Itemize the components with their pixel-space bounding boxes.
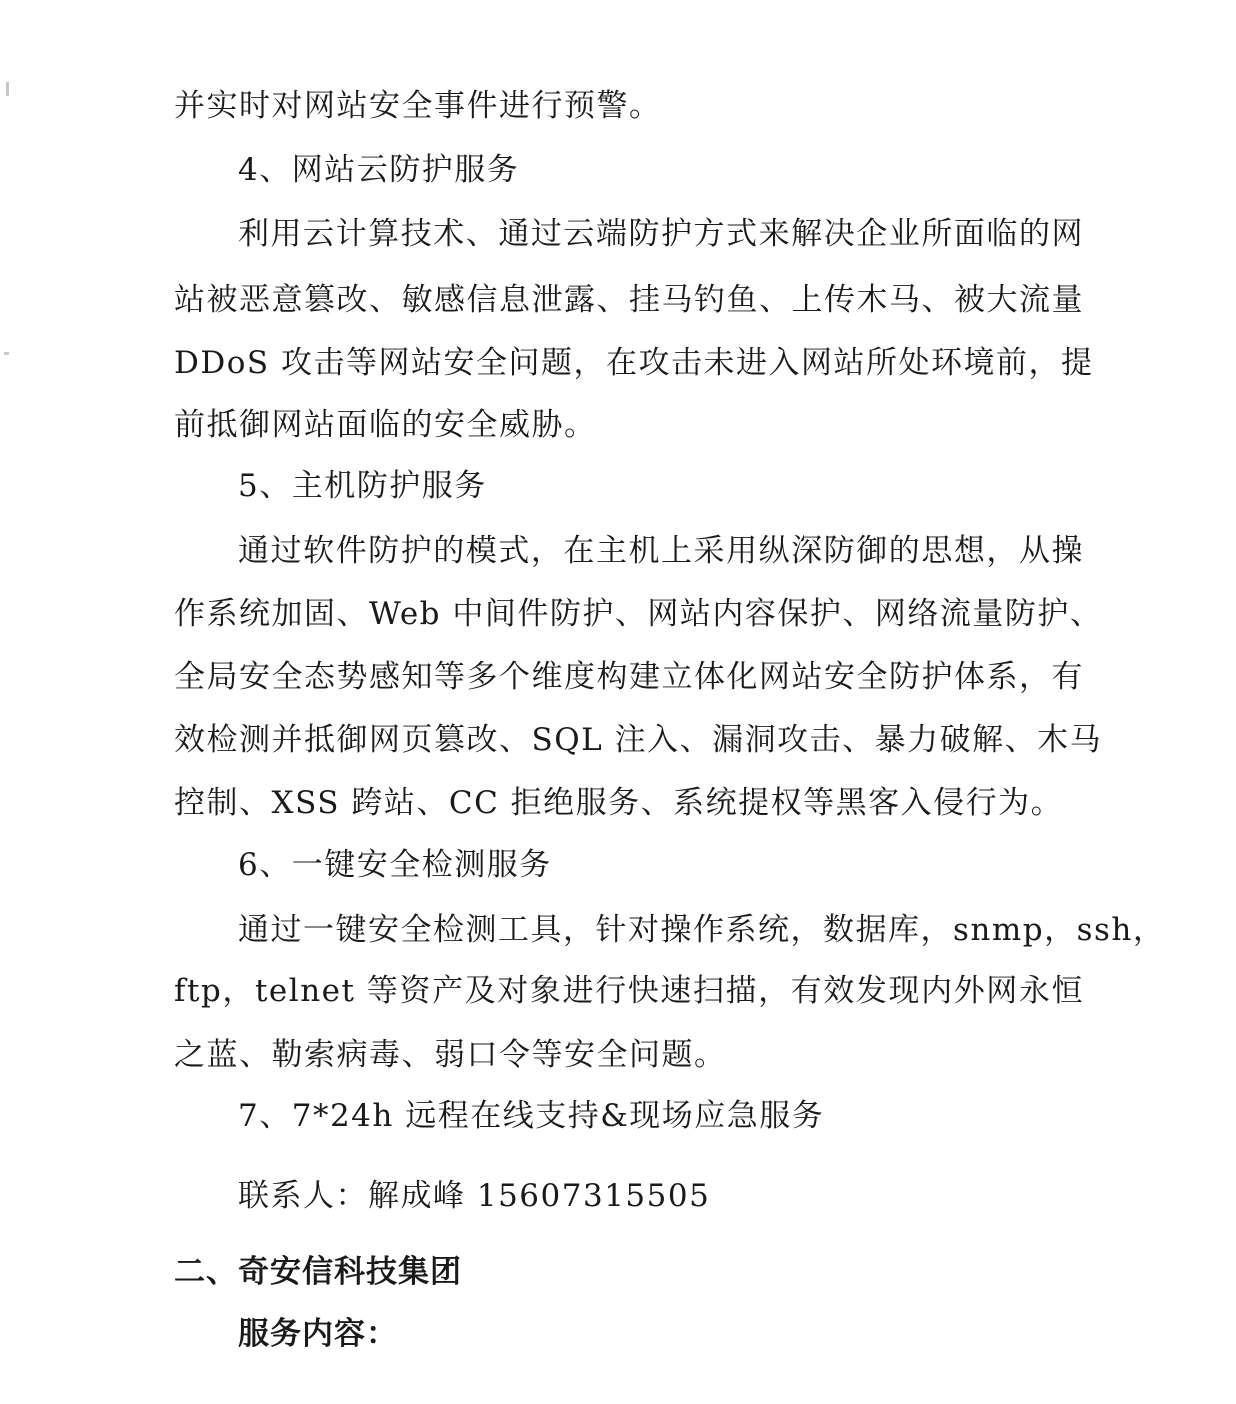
paragraph-line: 站被恶意篡改、敏感信息泄露、挂马钓鱼、上传木马、被大流量 — [174, 282, 1084, 318]
paragraph-line: 控制、XSS 跨站、CC 拒绝服务、系统提权等黑客入侵行为。 — [174, 785, 1064, 821]
section-heading-6: 6、一键安全检测服务 — [238, 847, 552, 883]
company-heading: 二、奇安信科技集团 — [174, 1254, 462, 1290]
paragraph-line: 前抵御网站面临的安全威胁。 — [174, 407, 597, 443]
section-heading-7: 7、7*24h 远程在线支持&现场应急服务 — [238, 1098, 825, 1134]
paragraph-line: 通过一键安全检测工具，针对操作系统，数据库，snmp，ssh， — [238, 912, 1166, 948]
paragraph-line: 之蓝、勒索病毒、弱口令等安全问题。 — [174, 1037, 727, 1073]
paragraph-line: 全局安全态势感知等多个维度构建立体化网站安全防护体系，有 — [174, 659, 1084, 695]
scan-margin-mark — [4, 352, 9, 355]
paragraph-line: 并实时对网站安全事件进行预警。 — [174, 88, 662, 124]
service-content-label: 服务内容： — [238, 1316, 398, 1352]
paragraph-line: ftp，telnet 等资产及对象进行快速扫描，有效发现内外网永恒 — [174, 973, 1084, 1009]
paragraph-line: 利用云计算技术、通过云端防护方式来解决企业所面临的网 — [238, 216, 1084, 252]
section-heading-5: 5、主机防护服务 — [238, 468, 487, 504]
paragraph-line: 效检测并抵御网页篡改、SQL 注入、漏洞攻击、暴力破解、木马 — [174, 722, 1103, 758]
contact-line: 联系人：解成峰 15607315505 — [238, 1178, 711, 1214]
scan-margin-mark — [6, 82, 9, 96]
paragraph-line: 作系统加固、Web 中间件防护、网站内容保护、网络流量防护、 — [174, 596, 1103, 632]
section-heading-4: 4、网站云防护服务 — [238, 152, 520, 188]
paragraph-line: DDoS 攻击等网站安全问题，在攻击未进入网站所处环境前，提 — [174, 345, 1094, 381]
paragraph-line: 通过软件防护的模式，在主机上采用纵深防御的思想，从操 — [238, 533, 1084, 569]
